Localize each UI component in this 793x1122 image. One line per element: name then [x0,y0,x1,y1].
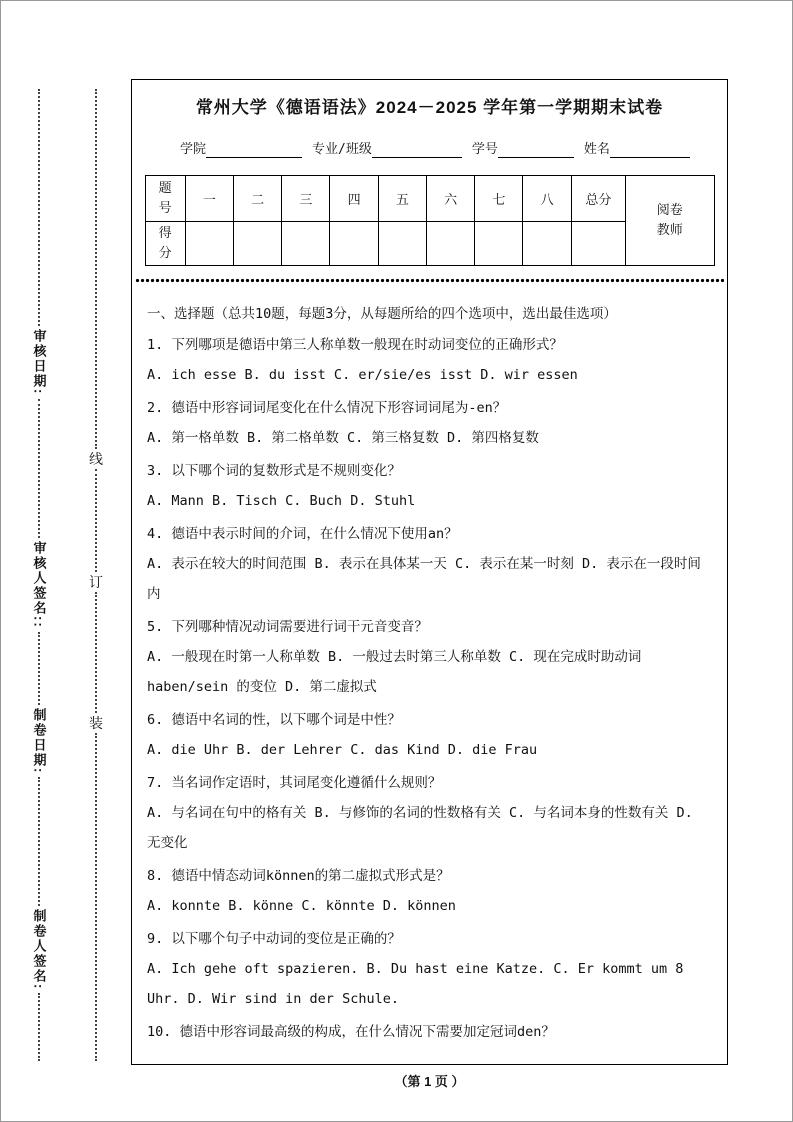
question-text: 5. 下列哪种情况动词需要进行词干元音变音？ [147,619,428,635]
question-options: A. die Uhr B. der Lehrer C. das Kind D. die Frau [147,742,538,758]
score-table [145,175,715,266]
question-text: 3. 以下哪个词的复数形式是不规则变化？ [147,463,401,479]
score-empty-cell [282,222,330,266]
question-text: 7. 当名词作定语时，其词尾变化遵循什么规则？ [147,775,442,791]
score-table-column-header: 三 [282,176,330,222]
binding-line-rail [85,89,107,1061]
score-row-label-cell [145,222,185,266]
score-table-column-header: 总分 [571,176,625,222]
question-text: 4. 德语中表示时间的介词，在什么情况下使用an？ [147,526,458,542]
score-empty-cell [330,222,378,266]
question-block [147,768,713,858]
question-block [147,1017,713,1047]
score-table-header-cell [145,176,185,222]
field-label: 姓名 [583,142,610,157]
dotted-line-segment [38,632,40,705]
score-table-column-header: 七 [475,176,523,222]
question-block [147,924,713,1014]
field-label: 学院 [180,142,207,157]
score-empty-cell [185,222,233,266]
field-underline [372,143,462,158]
field-underline [610,143,690,158]
field-label: 学号 [471,142,498,157]
binding-char-xian: 线 [89,450,103,467]
question-text: 1. 下列哪项是德语中第三人称单数一般现在时动词变位的正确形式？ [147,337,563,353]
field-label: 专业/班级 [312,142,372,157]
question-block [147,705,713,765]
dotted-line-segment [95,733,97,1061]
field-underline [206,143,302,158]
question-text: 10. 德语中形容词最高级的构成，在什么情况下需要加定冠词den？ [147,1024,555,1040]
info-field [312,138,462,158]
question-options: A. 第一格单数 B. 第二格单数 C. 第三格复数 D. 第四格复数 [147,430,539,446]
score-table-column-header: 五 [378,176,426,222]
question-text: 2. 德语中形容词词尾变化在什么情况下形容词词尾为-en？ [147,400,507,416]
margin-labels-rail [25,89,53,1061]
score-table-column-header: 四 [330,176,378,222]
question-options: A. konnte B. könne C. könnte D. können [147,898,456,914]
page-title: 常州大学《德语语法》2024－2025 学年第一学期期末试卷 [195,98,664,117]
info-field [584,138,690,158]
dotted-line-segment [95,592,97,713]
score-label: 得分 [158,226,172,261]
dotted-separator [135,278,724,283]
question-options: A. Ich gehe oft spazieren. B. Du hast eine Katze. C. Er kommt um 8 Uhr. D. Wir sind in der Schule. [147,961,684,1007]
info-fields [180,138,703,158]
grader-label: 阅卷教师 [656,203,683,238]
margin-label-reviewer-signature: 审核人签名:: [31,540,47,629]
question-block [147,612,713,702]
grader-cell [625,176,714,266]
margin-label-maker-signature: 制卷人签名: [31,908,47,991]
question-block [147,519,713,609]
question-options: A. Mann B. Tisch C. Buch D. Stuhl [147,493,416,509]
question-text: 9. 以下哪个句子中动词的变位是正确的？ [147,931,401,947]
score-empty-cell [426,222,474,266]
question-block [147,330,713,390]
question-options: A. 表示在较大的时间范围 B. 表示在具体某一天 C. 表示在某一时刻 D. 表示在一段时间内 [147,556,701,602]
exam-sheet [131,79,728,1065]
score-empty-cell [475,222,523,266]
question-block [147,393,713,453]
section-heading: 一、选择题（总共10题，每题3分，从每题所给的四个选项中，选出最佳选项） [147,306,617,322]
dotted-line-segment [38,89,40,326]
dotted-line-segment [38,777,40,906]
score-empty-cell [523,222,571,266]
score-empty-cell [233,222,281,266]
score-table-column-header: 八 [523,176,571,222]
score-table-column-header: 一 [185,176,233,222]
question-options: A. 一般现在时第一人称单数 B. 一般过去时第三人称单数 C. 现在完成时助动词haben/sein 的变位 D. 第二虚拟式 [147,649,642,695]
questions-list [147,330,713,1047]
info-field [472,138,574,158]
score-empty-cell [571,222,625,266]
binding-char-ding: 订 [89,573,103,590]
dotted-line-segment [95,469,97,572]
binding-char-zhuang: 装 [89,715,103,732]
info-field [180,138,302,158]
question-options: A. ich esse B. du isst C. er/sie/es isst D. wir essen [147,367,578,383]
question-text: 8. 德语中情态动词können的第二虚拟式形式是？ [147,868,450,884]
question-block [147,861,713,921]
question-number-label: 题号 [158,181,172,216]
question-block [147,456,713,516]
margin-label-review-date: 审核日期: [31,329,47,396]
field-underline [498,143,574,158]
question-text: 6. 德语中名词的性，以下哪个词是中性？ [147,712,401,728]
question-options: A. 与名词在句中的格有关 B. 与修饰的名词的性数格有关 C. 与名词本身的性数有关 D. 无变化 [147,805,693,851]
dotted-line-segment [95,89,97,449]
page-footer: （第 1 页 ） [394,1074,465,1089]
dotted-line-segment [38,993,40,1061]
dotted-line-segment [38,399,40,538]
score-table-column-header: 二 [233,176,281,222]
margin-label-maker-date: 制卷日期: [31,707,47,775]
score-empty-cell [378,222,426,266]
score-table-column-header: 六 [426,176,474,222]
